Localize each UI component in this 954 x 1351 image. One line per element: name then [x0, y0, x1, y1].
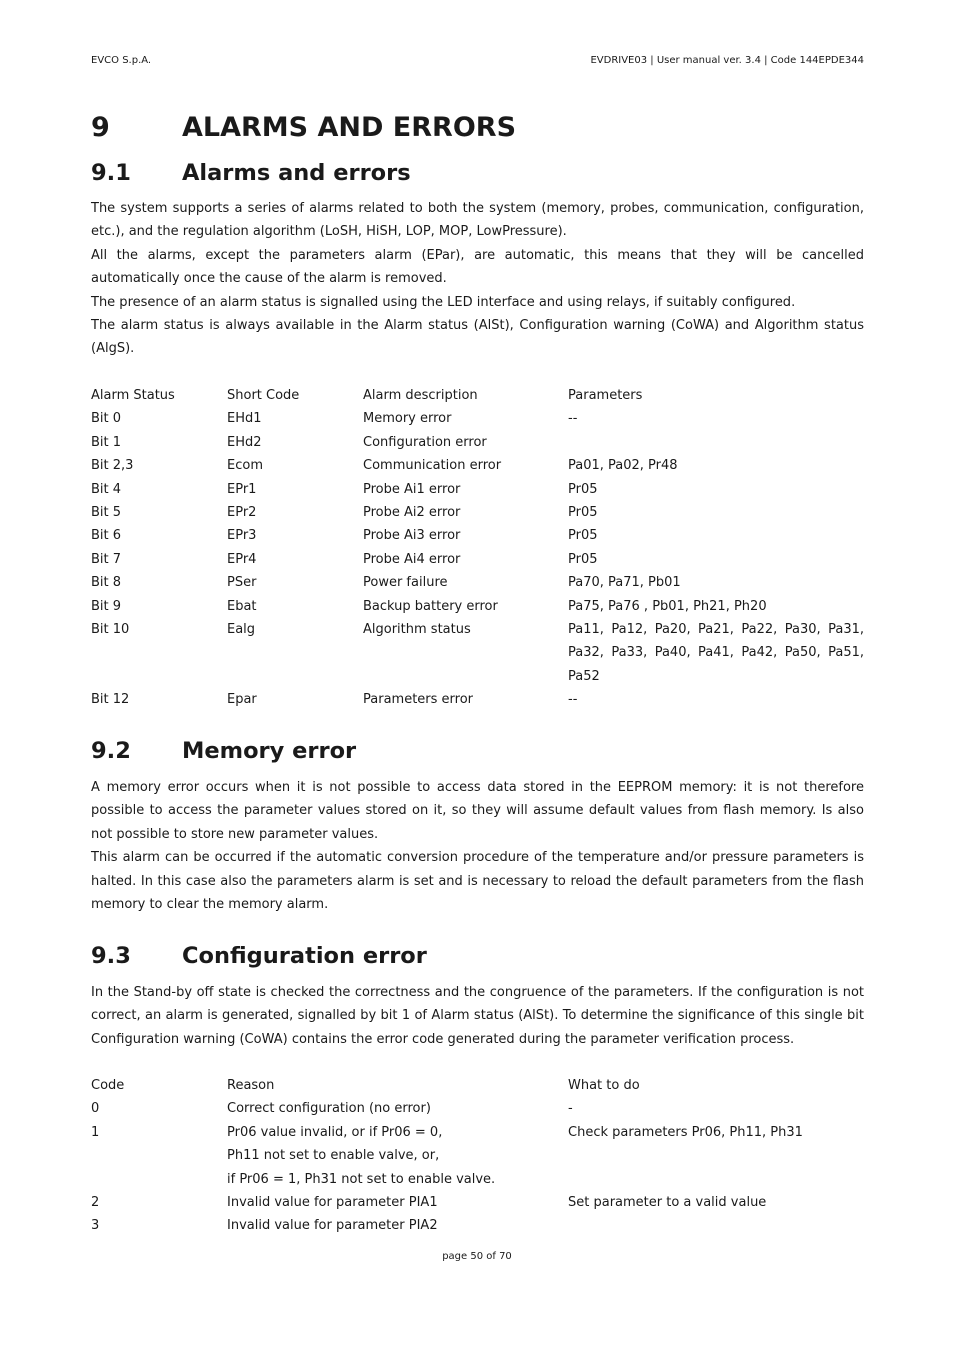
cell-short-code: EPr1	[227, 481, 257, 497]
alarm-status-table	[91, 384, 864, 712]
cell-alarm-status: Bit 8	[91, 575, 122, 591]
cell-alarm-status: Bit 0	[91, 411, 122, 427]
cell-short-code: EPr2	[227, 505, 257, 521]
table-row	[91, 501, 864, 524]
table-row	[91, 618, 864, 688]
cell-short-code: EHd1	[227, 411, 262, 427]
cell-description: Probe Ai3 error	[363, 528, 461, 544]
column-header: Code	[91, 1078, 125, 1093]
cell-alarm-status: Bit 10	[91, 622, 130, 638]
chapter-title: ALARMS AND ERRORS	[182, 112, 517, 143]
section-number: 9.3	[91, 943, 131, 969]
table-row	[91, 478, 864, 501]
section-9-1-heading	[91, 160, 411, 186]
table-row	[91, 1168, 864, 1191]
cell-parameters: Pr05	[568, 528, 598, 544]
cell-what-to-do: -	[568, 1101, 573, 1117]
table-row	[91, 407, 864, 430]
paragraph: A memory error occurs when it is not possible to access data stored in the EEPROM memory: it is not therefore possible to access the parameter values stored on it, so they will assume default values from flash memory. Is also not possible to store new parameter values.	[91, 780, 864, 842]
section-title: Memory error	[182, 738, 357, 764]
cell-alarm-status: Bit 2,3	[91, 458, 134, 474]
cell-code	[91, 1144, 227, 1167]
paragraph: The system supports a series of alarms related to both the system (memory, probes, communication, configuration, etc.), and the regulation algorithm (LoSH, HiSH, LOP, MOP, LowPressure).	[91, 201, 864, 240]
column-header: Short Code	[227, 388, 300, 403]
configuration-error-table	[91, 1074, 864, 1238]
cell-what-to-do	[568, 1168, 864, 1191]
cell-parameters: Pa75, Pa76 , Pb01, Ph21, Ph20	[568, 598, 767, 614]
table-row	[91, 595, 864, 618]
column-header: What to do	[568, 1078, 640, 1093]
cell-reason: Ph11 not set to enable valve, or,	[227, 1148, 440, 1164]
cell-description: Algorithm status	[363, 622, 471, 638]
header-doc-ref: EVDRIVE03 | User manual ver. 3.4 | Code 144EPDE344	[590, 55, 864, 66]
cell-short-code: EPr4	[227, 551, 257, 567]
table-header-row	[91, 1074, 864, 1097]
column-header: Parameters	[568, 388, 643, 403]
cell-parameters: --	[568, 411, 578, 427]
section-9-1-body	[91, 197, 864, 361]
section-number: 9.2	[91, 738, 131, 764]
cell-code: 1	[91, 1124, 100, 1140]
table-row	[91, 524, 864, 547]
cell-short-code: Ebat	[227, 598, 257, 614]
cell-short-code: Epar	[227, 692, 257, 708]
cell-description: Parameters error	[363, 692, 474, 708]
table-header-row	[91, 384, 864, 407]
cell-reason: Invalid value for parameter PIA2	[227, 1218, 438, 1234]
column-header: Reason	[227, 1078, 275, 1093]
cell-alarm-status: Bit 4	[91, 481, 122, 497]
cell-code: 2	[91, 1195, 100, 1211]
section-9-2-heading	[91, 738, 356, 764]
cell-parameters: Pr05	[568, 551, 598, 567]
cell-alarm-status: Bit 6	[91, 528, 122, 544]
cell-description: Configuration error	[363, 434, 487, 450]
section-number: 9.1	[91, 160, 131, 186]
table-row	[91, 571, 864, 594]
paragraph: All the alarms, except the parameters alarm (EPar), are automatic, this means that they will be cancelled automatically once the cause of the alarm is removed.	[91, 247, 864, 287]
cell-alarm-status: Bit 7	[91, 551, 122, 567]
cell-reason: if Pr06 = 1, Ph31 not set to enable valve.	[227, 1171, 496, 1187]
cell-description: Probe Ai1 error	[363, 481, 461, 497]
cell-what-to-do	[568, 1144, 864, 1167]
table-row	[91, 1191, 864, 1214]
section-9-3-body	[91, 981, 864, 1051]
cell-description: Probe Ai4 error	[363, 551, 461, 567]
cell-description: Communication error	[363, 458, 502, 474]
section-title: Alarms and errors	[182, 160, 411, 186]
cell-short-code: EPr3	[227, 528, 257, 544]
column-header: Alarm description	[363, 388, 478, 403]
paragraph: In the Stand-by off state is checked the correctness and the congruence of the parameters. If the configuration is not correct, an alarm is generated, signalled by bit 1 of Alarm status (AlSt). To determine the significance of this single bit Configuration warning (CoWA) contains the error code generated during the parameter verification process.	[91, 985, 864, 1047]
cell-parameters: Pr05	[568, 505, 598, 521]
cell-parameters	[568, 431, 864, 454]
cell-short-code: Ecom	[227, 458, 263, 474]
cell-what-to-do	[568, 1214, 864, 1237]
table-row	[91, 1144, 864, 1167]
table-row	[91, 454, 864, 477]
cell-alarm-status: Bit 1	[91, 434, 122, 450]
cell-code: 0	[91, 1101, 100, 1117]
cell-parameters: Pa01, Pa02, Pr48	[568, 458, 678, 474]
chapter-number: 9	[91, 112, 110, 143]
section-9-2-body	[91, 776, 864, 916]
cell-description: Probe Ai2 error	[363, 505, 461, 521]
cell-alarm-status: Bit 12	[91, 692, 130, 708]
page-number: page 50 of 70	[442, 1251, 512, 1262]
paragraph: The alarm status is always available in the Alarm status (AlSt), Configuration warning (CoWA) and Algorithm status (AlgS).	[91, 318, 864, 357]
cell-description: Backup battery error	[363, 598, 498, 614]
cell-what-to-do: Set parameter to a valid value	[568, 1195, 767, 1211]
cell-code: 3	[91, 1218, 100, 1234]
cell-short-code: EHd2	[227, 434, 262, 450]
cell-description: Memory error	[363, 411, 452, 427]
cell-parameters: Pr05	[568, 481, 598, 497]
cell-reason: Pr06 value invalid, or if Pr06 = 0,	[227, 1124, 443, 1140]
table-row	[91, 548, 864, 571]
cell-description: Power failure	[363, 575, 448, 591]
cell-parameters: --	[568, 692, 578, 708]
table-row	[91, 1214, 864, 1237]
section-title: Configuration error	[182, 943, 427, 969]
cell-short-code: PSer	[227, 575, 257, 591]
table-row	[91, 431, 864, 454]
header-company: EVCO S.p.A.	[91, 55, 152, 66]
cell-reason: Invalid value for parameter PIA1	[227, 1195, 438, 1211]
cell-what-to-do: Check parameters Pr06, Ph11, Ph31	[568, 1124, 803, 1140]
cell-parameters: Pa11, Pa12, Pa20, Pa21, Pa22, Pa30, Pa31, Pa32, Pa33, Pa40, Pa41, Pa42, Pa50, Pa51, Pa52	[568, 622, 864, 684]
column-header: Alarm Status	[91, 388, 175, 403]
cell-code	[91, 1168, 227, 1191]
cell-reason: Correct configuration (no error)	[227, 1101, 431, 1117]
cell-alarm-status: Bit 5	[91, 505, 122, 521]
paragraph: The presence of an alarm status is signalled using the LED interface and using relays, if suitably configured.	[91, 294, 796, 310]
cell-parameters: Pa70, Pa71, Pb01	[568, 575, 681, 591]
cell-alarm-status: Bit 9	[91, 598, 122, 614]
paragraph: This alarm can be occurred if the automatic conversion procedure of the temperature and/or pressure parameters is halted. In this case also the parameters alarm is set and is necessary to reload the default parameters from the flash memory to clear the memory alarm.	[91, 850, 864, 913]
table-row	[91, 1121, 864, 1144]
cell-short-code: Ealg	[227, 622, 256, 638]
table-row	[91, 688, 864, 711]
chapter-heading	[91, 112, 516, 143]
table-row	[91, 1097, 864, 1120]
section-9-3-heading	[91, 943, 427, 969]
